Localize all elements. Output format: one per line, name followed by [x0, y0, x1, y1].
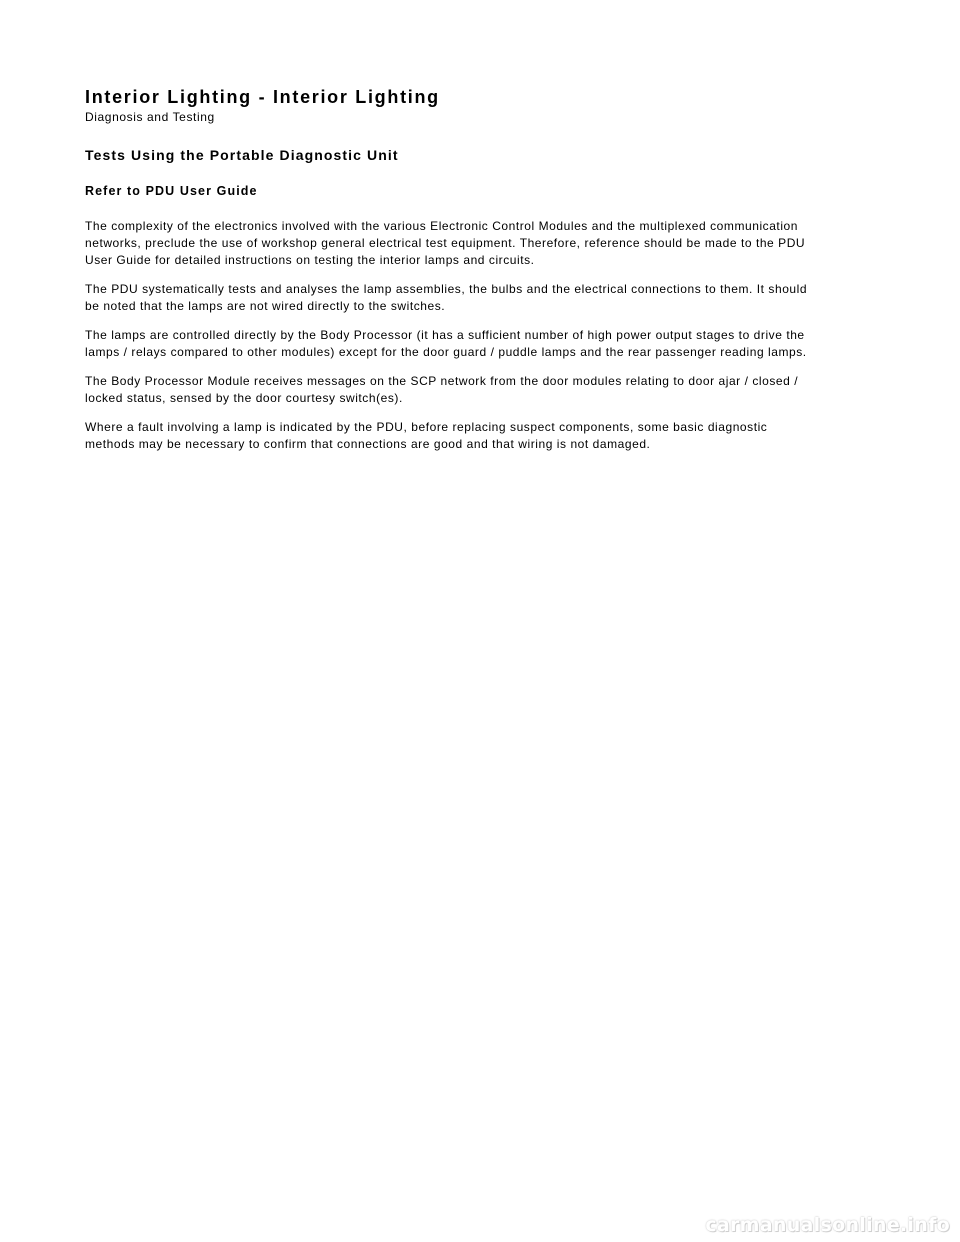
paragraph-line: The PDU systematically tests and analyses the lamp assemblies, the bulbs and the electrical connections to them. It should [85, 282, 808, 296]
section-subheading: Refer to PDU User Guide [85, 184, 258, 198]
paragraph-line: be noted that the lamps are not wired directly to the switches. [85, 299, 446, 313]
paragraph-line: lamps / relays compared to other modules) except for the door guard / puddle lamps and the rear passenger reading lamps. [85, 345, 807, 359]
page-title: Interior Lighting - Interior Lighting [85, 87, 440, 107]
paragraph-line: networks, preclude the use of workshop general electrical test equipment. Therefore, reference should be made to the PDU [85, 236, 806, 250]
paragraph-line: The lamps are controlled directly by the Body Processor (it has a sufficient number of high power output stages to drive the [85, 328, 805, 342]
body-text [85, 218, 885, 453]
paragraph-line: The Body Processor Module receives messages on the SCP network from the door modules relating to door ajar / closed / [85, 374, 799, 388]
paragraph [85, 218, 885, 269]
paragraph-line: locked status, sensed by the door courtesy switch(es). [85, 391, 403, 405]
paragraph [85, 327, 885, 361]
paragraph-line: User Guide for detailed instructions on testing the interior lamps and circuits. [85, 253, 535, 267]
watermark: carmanualsonline.info [705, 1214, 950, 1236]
paragraph [85, 373, 885, 407]
page-subtitle: Diagnosis and Testing [85, 110, 215, 124]
section-heading: Tests Using the Portable Diagnostic Unit [85, 147, 399, 163]
document-page [85, 86, 885, 453]
paragraph-line: Where a fault involving a lamp is indicated by the PDU, before replacing suspect components, some basic diagnostic [85, 420, 768, 434]
paragraph-line: methods may be necessary to confirm that connections are good and that wiring is not damaged. [85, 437, 651, 451]
paragraph-line: The complexity of the electronics involved with the various Electronic Control Modules and the multiplexed communication [85, 219, 798, 233]
paragraph [85, 281, 885, 315]
paragraph [85, 419, 885, 453]
